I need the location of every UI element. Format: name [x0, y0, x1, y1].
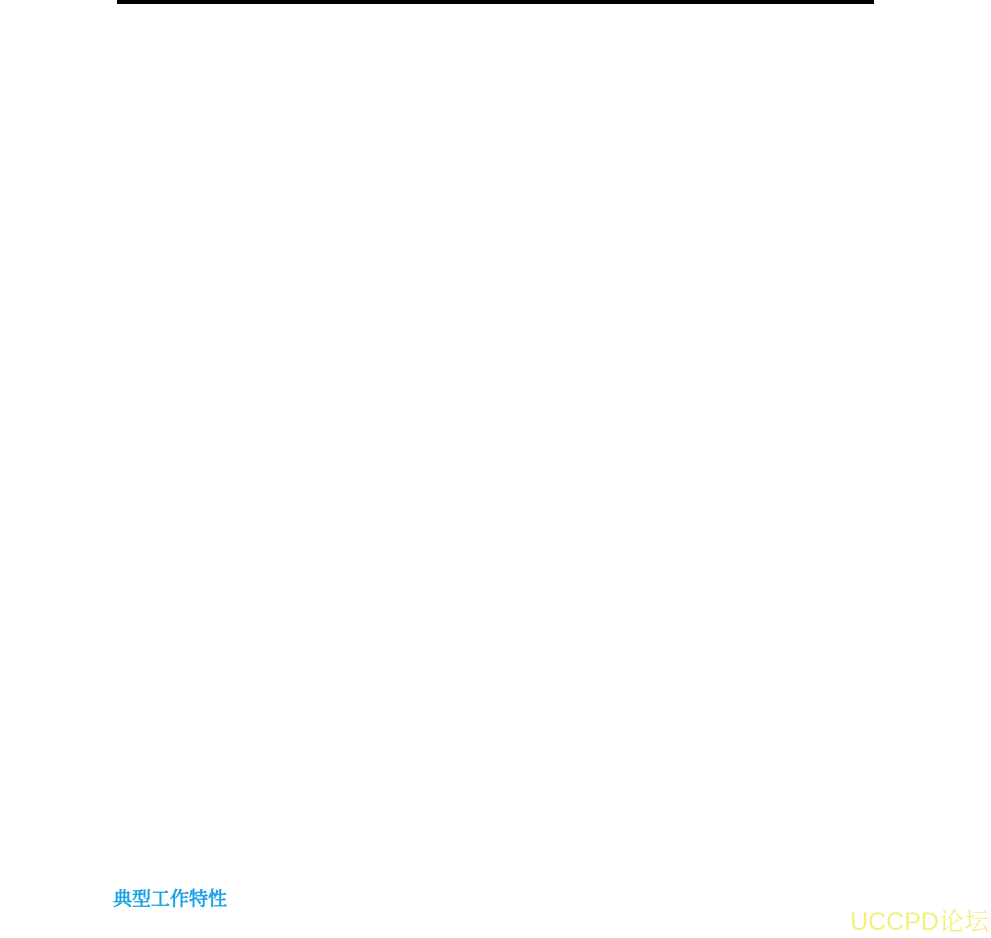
table-row	[117, 788, 874, 816]
table-row	[117, 450, 874, 478]
table-body	[117, 2, 874, 816]
table-row	[117, 338, 874, 366]
table-row	[117, 2, 874, 31]
table-row	[117, 86, 874, 114]
table-row	[117, 675, 874, 703]
table-row	[117, 591, 874, 619]
table-row	[117, 619, 874, 647]
electrical-characteristics-table	[117, 0, 874, 816]
table-row	[117, 394, 874, 422]
table-row	[117, 703, 874, 760]
table-row	[117, 142, 874, 170]
table-row	[117, 366, 874, 394]
table-header-row	[117, 31, 874, 86]
table-row	[117, 534, 874, 591]
table-row	[117, 170, 874, 198]
table-row	[117, 310, 874, 338]
table-row	[117, 114, 874, 142]
table-row	[117, 282, 874, 310]
table-row	[117, 254, 874, 282]
watermark-text: UCCPD论坛	[850, 908, 989, 936]
spec-table-container	[117, 0, 874, 816]
table-row	[117, 647, 874, 675]
section-heading: 典型工作特性	[113, 889, 228, 910]
table-row	[117, 198, 874, 226]
table-row	[117, 422, 874, 450]
table-row	[117, 506, 874, 534]
table-row	[117, 478, 874, 506]
table-row	[117, 226, 874, 254]
table-row	[117, 760, 874, 788]
